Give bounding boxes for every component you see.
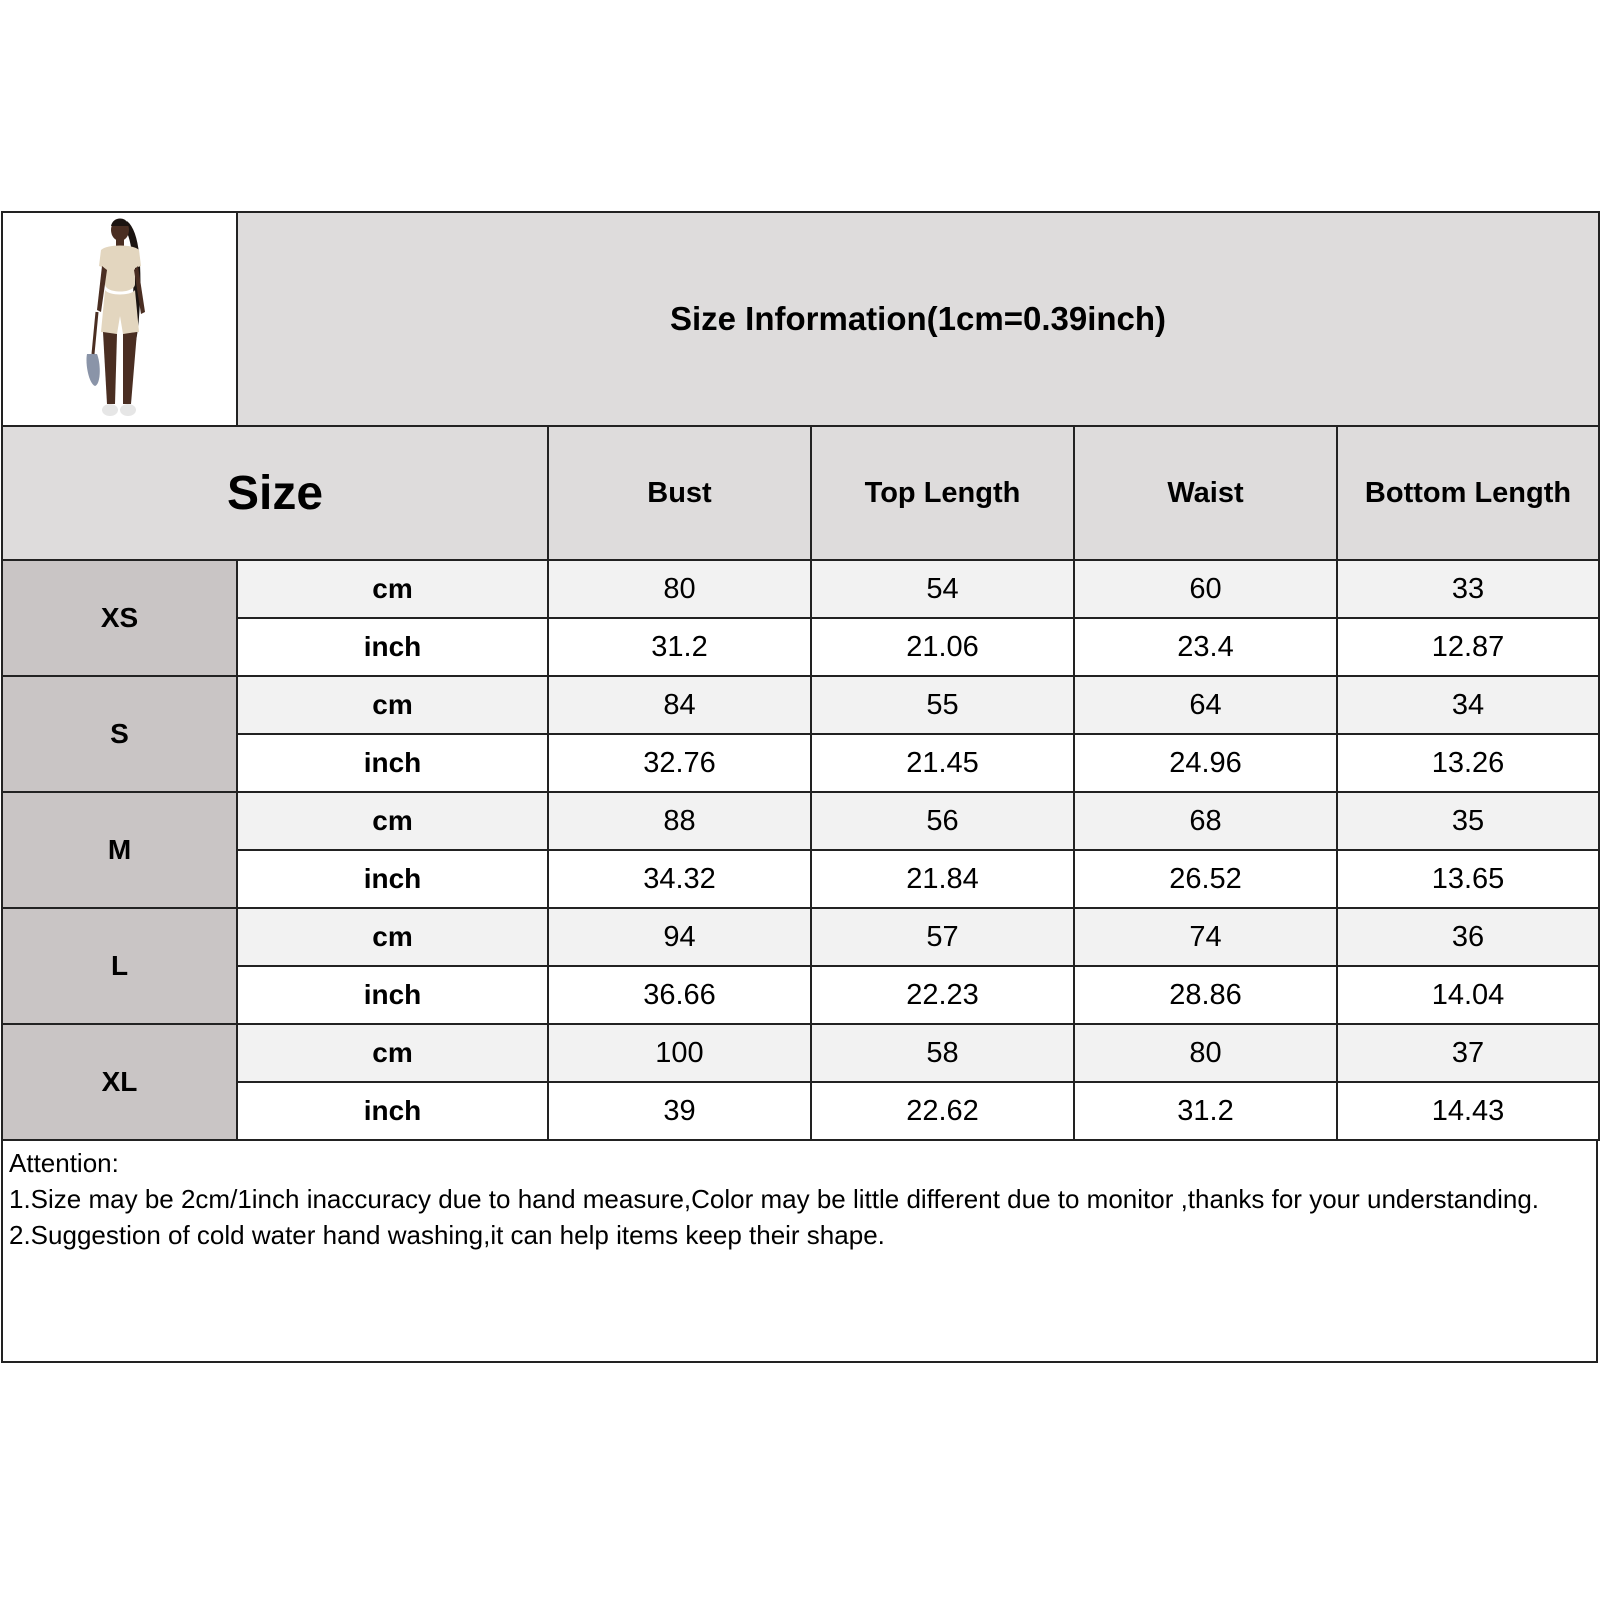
table-row — [2, 560, 1599, 618]
table-row — [2, 908, 1599, 966]
table-cell: 84 — [548, 676, 811, 734]
column-header-top-length: Top Length — [811, 426, 1074, 560]
size-table — [1, 211, 1600, 1141]
column-header-bust: Bust — [548, 426, 811, 560]
table-cell: 32.76 — [548, 734, 811, 792]
table-cell: 34.32 — [548, 850, 811, 908]
chart-title: Size Information(1cm=0.39inch) — [237, 212, 1599, 426]
unit-label: cm — [237, 560, 548, 618]
table-cell: 35 — [1337, 792, 1599, 850]
model-photo — [65, 214, 175, 424]
table-cell: 13.26 — [1337, 734, 1599, 792]
column-header-waist: Waist — [1074, 426, 1337, 560]
table-cell: 31.2 — [548, 618, 811, 676]
table-cell: 12.87 — [1337, 618, 1599, 676]
notes-heading: Attention: — [9, 1148, 119, 1178]
size-label: XS — [2, 560, 237, 676]
table-cell: 24.96 — [1074, 734, 1337, 792]
table-cell: 39 — [548, 1082, 811, 1140]
unit-label: inch — [237, 734, 548, 792]
table-cell: 37 — [1337, 1024, 1599, 1082]
table-cell: 100 — [548, 1024, 811, 1082]
table-cell: 68 — [1074, 792, 1337, 850]
table-row — [2, 792, 1599, 850]
table-cell: 54 — [811, 560, 1074, 618]
table-cell: 26.52 — [1074, 850, 1337, 908]
table-cell: 88 — [548, 792, 811, 850]
unit-label: inch — [237, 966, 548, 1024]
table-row — [2, 1082, 1599, 1140]
unit-label: cm — [237, 908, 548, 966]
table-cell: 21.06 — [811, 618, 1074, 676]
table-cell: 80 — [1074, 1024, 1337, 1082]
table-row — [2, 850, 1599, 908]
table-cell: 31.2 — [1074, 1082, 1337, 1140]
table-row — [2, 618, 1599, 676]
size-label: M — [2, 792, 237, 908]
table-cell: 58 — [811, 1024, 1074, 1082]
size-column-header: Size — [2, 426, 548, 560]
column-header-bottom-length: Bottom Length — [1337, 426, 1599, 560]
table-cell: 94 — [548, 908, 811, 966]
table-cell: 28.86 — [1074, 966, 1337, 1024]
size-label: S — [2, 676, 237, 792]
unit-label: inch — [237, 618, 548, 676]
unit-label: inch — [237, 850, 548, 908]
table-cell: 36 — [1337, 908, 1599, 966]
size-label: XL — [2, 1024, 237, 1140]
table-cell: 34 — [1337, 676, 1599, 734]
table-cell: 36.66 — [548, 966, 811, 1024]
attention-notes — [1, 1141, 1598, 1363]
table-cell: 13.65 — [1337, 850, 1599, 908]
unit-label: inch — [237, 1082, 548, 1140]
table-cell: 60 — [1074, 560, 1337, 618]
table-cell: 22.62 — [811, 1082, 1074, 1140]
table-cell: 14.43 — [1337, 1082, 1599, 1140]
table-row — [2, 966, 1599, 1024]
table-cell: 14.04 — [1337, 966, 1599, 1024]
header-row — [2, 426, 1599, 560]
unit-label: cm — [237, 1024, 548, 1082]
table-cell: 74 — [1074, 908, 1337, 966]
table-cell: 21.84 — [811, 850, 1074, 908]
table-cell: 57 — [811, 908, 1074, 966]
notes-line-1: 1.Size may be 2cm/1inch inaccuracy due to hand measure,Color may be little different due to monitor ,thanks for your understanding. — [9, 1184, 1540, 1214]
table-cell: 55 — [811, 676, 1074, 734]
product-photo-cell — [2, 212, 237, 426]
unit-label: cm — [237, 792, 548, 850]
table-cell: 22.23 — [811, 966, 1074, 1024]
table-cell: 23.4 — [1074, 618, 1337, 676]
table-cell: 80 — [548, 560, 811, 618]
table-cell: 21.45 — [811, 734, 1074, 792]
size-chart — [1, 211, 1598, 1363]
unit-label: cm — [237, 676, 548, 734]
table-cell: 56 — [811, 792, 1074, 850]
size-label: L — [2, 908, 237, 1024]
table-row — [2, 676, 1599, 734]
table-row — [2, 734, 1599, 792]
table-row — [2, 1024, 1599, 1082]
table-cell: 33 — [1337, 560, 1599, 618]
notes-line-2: 2.Suggestion of cold water hand washing,it can help items keep their shape. — [9, 1220, 885, 1250]
table-cell: 64 — [1074, 676, 1337, 734]
